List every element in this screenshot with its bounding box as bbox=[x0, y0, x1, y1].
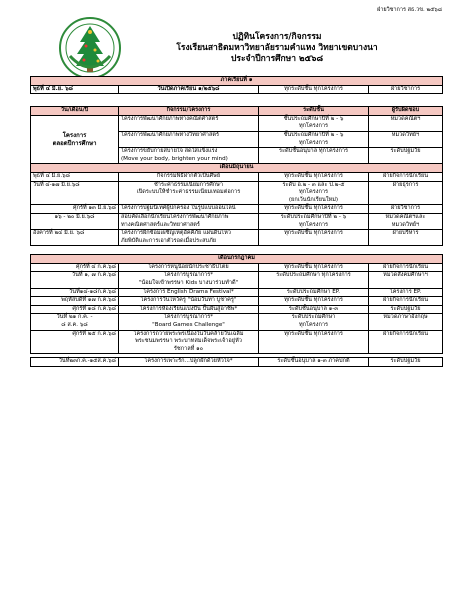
term-level: ทุกระดับชั้น ทุกโครงการ bbox=[259, 85, 369, 94]
month-label-june: เดือนมิถุนายน bbox=[31, 164, 443, 173]
activity-cell: โครงการฝึกซ้อมเผชิญเหตุอัคคีภัย แผ่นดินไหว ภัยพิบัติและการเอาตัวรอดเมื่อประสบภัย bbox=[119, 230, 259, 246]
date-cell: ๑๖ - ๒๐ มิ.ย.๖๘ bbox=[31, 213, 119, 229]
activity-cell: โครงการหนูน้อยนักประชาธิปไตย bbox=[119, 263, 259, 272]
activity-cell: โครงการห้องเรียนแบ่งปัน ปั้นฝันสู่อาชีพ* bbox=[119, 305, 259, 314]
column-header-date: วัน/เดือน/ปี bbox=[31, 107, 119, 116]
school-emblem-logo bbox=[58, 16, 122, 80]
document-header bbox=[120, 32, 434, 65]
header-academic-year: ประจำปีการศึกษา ๒๕๖๘ bbox=[230, 54, 324, 64]
date-cell: อังคารที่ ๒๔ มิ.ย. ๖๘ bbox=[31, 230, 119, 246]
owner-cell: ฝ่ายกิจการนักเรียน bbox=[369, 172, 443, 181]
activity-cell: โครงการเพาะรัก...ปลูกผักด้วยหัวใจ* bbox=[119, 358, 259, 367]
level-cell: ทุกระดับชั้น ทุกโครงการ bbox=[259, 330, 369, 354]
calendar-wrapper bbox=[30, 76, 442, 367]
activity-cell: โครงการบูรณาการ* "Board Games Challenge" bbox=[119, 314, 259, 330]
activity-cell: โครงการพัฒนาศักยภาพทางวิทยาศาสตร์ bbox=[119, 131, 259, 147]
owner-cell: ฝ่ายบริหาร bbox=[369, 230, 443, 246]
month-label-july: เดือนกรกฎาคม bbox=[31, 255, 443, 264]
level-cell: ชั้นประถมศึกษาปีที่ ๒ - ๖ ทุกโครงการ bbox=[259, 115, 369, 131]
table-row bbox=[31, 115, 443, 131]
owner-cell: หมวดคณิตฯ bbox=[369, 115, 443, 131]
activity-cell: โครงการถวายพระพรเนื่องในวันคล้ายวันเฉลิม พระชนมพรรษา พระบาทสมเด็จพระเจ้าอยู่หัว รัชกาลที่ ๑๐ bbox=[119, 330, 259, 354]
term-owner: ฝ่ายวิชาการ bbox=[369, 85, 443, 94]
table-row bbox=[31, 181, 443, 205]
owner-cell: ระดับปฐมวัย bbox=[369, 148, 443, 164]
activity-cell: โครงการ English Drama Festival* bbox=[119, 288, 259, 297]
yearlong-category: โครงการ ตลอดปีการศึกษา bbox=[31, 115, 119, 164]
date-cell: วันที่๒๓ก.ค.-๑๕ส.ค.๖๘ bbox=[31, 358, 119, 367]
owner-cell: ฝ่ายกิจการนักเรียน bbox=[369, 263, 443, 272]
level-cell: ทุกระดับชั้น ทุกโครงการ bbox=[259, 263, 369, 272]
term-table bbox=[30, 76, 443, 94]
activity-cell: โครงการบูรณาการ* "น้อมใจเข้าพรรษา Kids บางนาร่วมทำดี" bbox=[119, 272, 259, 288]
level-cell: ชั้นประถมศึกษาปีที่ ๒ - ๖ ทุกโครงการ bbox=[259, 131, 369, 147]
owner-cell: หมวดคณิตฯและ หมวดวิทย์ฯ bbox=[369, 213, 443, 229]
table-row bbox=[31, 205, 443, 214]
table-row bbox=[31, 305, 443, 314]
activity-cell: โครงการพัฒนาศักยภาพทางคณิตศาสตร์ bbox=[119, 115, 259, 131]
owner-cell: ฝ่ายกิจการนักเรียน bbox=[369, 297, 443, 306]
table-row bbox=[31, 297, 443, 306]
date-cell: วันที่ ๔-๑๗ มิ.ย.๖๘ bbox=[31, 181, 119, 205]
level-cell: ระดับชั้นอนุบาล ทุกโครงการ bbox=[259, 148, 369, 164]
term-event: วันเปิดภาคเรียน ๑/๒๕๖๘ bbox=[119, 85, 259, 94]
level-cell: ระดับประถมศึกษา ทุกโครงการ bbox=[259, 272, 369, 288]
term-label: ภาคเรียนที่ ๑ bbox=[31, 77, 443, 86]
date-cell: วันที่๑๔-๑๘ก.ค.๖๘ bbox=[31, 288, 119, 297]
owner-cell: หมวดภาษาอังกฤษ bbox=[369, 314, 443, 330]
level-cell: ทุกระดับชั้น ทุกโครงการ bbox=[259, 297, 369, 306]
table-row bbox=[31, 358, 443, 367]
table-row bbox=[31, 213, 443, 229]
table-row bbox=[31, 172, 443, 181]
header-school-name: โรงเรียนสาธิตมหาวิทยาลัยรามคำแหง วิทยาเขตบางนา bbox=[176, 43, 378, 53]
column-header-activity: กิจกรรม/โครงการ bbox=[119, 107, 259, 116]
calendar-table bbox=[30, 106, 443, 367]
date-cell: ศุกร์ที่ ๑๓ มิ.ย.๖๘ bbox=[31, 205, 119, 214]
date-cell: ศุกร์ที่ ๑๘ ก.ค.๖๘ bbox=[31, 305, 119, 314]
owner-cell: โครงการ EP. bbox=[369, 288, 443, 297]
document-tag: ฝ่ายวิชาการ สธ.วข. ๒๕๖๘ bbox=[377, 7, 442, 13]
activity-cell: ชำระค่าธรรมเนียมการศึกษา เปิดระบบให้ชำระค่าธรรมเนียมเทอมต่อการ bbox=[119, 181, 259, 205]
owner-cell: หมวดสังคมศึกษาฯ bbox=[369, 272, 443, 288]
column-header-owner: ผู้รับผิดชอบ bbox=[369, 107, 443, 116]
level-cell: ระดับประถมศึกษา ทุกโครงการ bbox=[259, 314, 369, 330]
owner-cell: ฝ่ายธุรการ bbox=[369, 181, 443, 205]
table-row bbox=[31, 263, 443, 272]
activity-cell: สอบคัดเลือกนักเรียนโครงการพัฒนาศักยภาพ ทางคณิตศาสตร์และวิทยาศาสตร์ bbox=[119, 213, 259, 229]
level-cell: ระดับประถมศึกษาปีที่ ๒ - ๖ ทุกโครงการ bbox=[259, 213, 369, 229]
owner-cell: ระดับปฐมวัย bbox=[369, 358, 443, 367]
date-cell: ศุกร์ที่ ๔ ก.ค.๖๘ bbox=[31, 263, 119, 272]
date-cell: ศุกร์ที่ ๒๕ ก.ค.๖๘ bbox=[31, 330, 119, 354]
level-cell: ระดับ อ.๒ - ๓ และ ป.๒-๕ ทุกโครงการ (ยกเว้นนักเรียนใหม่) bbox=[259, 181, 369, 205]
date-cell: พฤหัสบดีที่ ๑๗ ก.ค.๖๘ bbox=[31, 297, 119, 306]
level-cell: ทุกระดับชั้น ทุกโครงการ bbox=[259, 230, 369, 246]
owner-cell: หมวดวิทย์ฯ bbox=[369, 131, 443, 147]
activity-cell: โครงการปฐมนิเทศผู้ปกครอง ในรูปแบบออนไลน์ bbox=[119, 205, 259, 214]
table-row bbox=[31, 330, 443, 354]
date-cell: พุธที่ ๔ มิ.ย.๖๘ bbox=[31, 172, 119, 181]
owner-cell: ระดับปฐมวัย bbox=[369, 305, 443, 314]
header-title: ปฏิทินโครงการ/กิจกรรม bbox=[232, 32, 322, 42]
date-cell: วันที่ ๑, ๗ ก.ค.๖๘ bbox=[31, 272, 119, 288]
level-cell: ระดับชั้นอนุบาล ๑-๓ bbox=[259, 305, 369, 314]
level-cell: ระดับประถมศึกษา EP. bbox=[259, 288, 369, 297]
table-header-row bbox=[31, 107, 443, 116]
term-date: พุธที่ ๔ มิ.ย. ๖๘ bbox=[31, 85, 119, 94]
level-cell: ทุกระดับชั้น ทุกโครงการ bbox=[259, 205, 369, 214]
table-row bbox=[31, 288, 443, 297]
level-cell: ระดับชั้นอนุบาล ๑-๓ ภาคปกติ bbox=[259, 358, 369, 367]
activity-cell: โครงการขยับกายสบายใจ สดใสแข็งแรง (Move your body, brighten your mind) bbox=[119, 148, 259, 164]
owner-cell: ฝ่ายวิชาการ bbox=[369, 205, 443, 214]
date-cell: วันที่ ๒๑ ก.ค. - ๘ ส.ค. ๖๘ bbox=[31, 314, 119, 330]
activity-cell: กิจกรรมพิธีฝากตัวเป็นศิษย์ bbox=[119, 172, 259, 181]
activity-cell: โครงการวันไหว้ครู "น้อมวันทา บูชาครู" bbox=[119, 297, 259, 306]
table-row bbox=[31, 272, 443, 288]
table-row bbox=[31, 314, 443, 330]
level-cell: ทุกระดับชั้น ทุกโครงการ bbox=[259, 172, 369, 181]
owner-cell: ฝ่ายกิจการนักเรียน bbox=[369, 330, 443, 354]
table-row bbox=[31, 230, 443, 246]
column-header-level: ระดับชั้น bbox=[259, 107, 369, 116]
